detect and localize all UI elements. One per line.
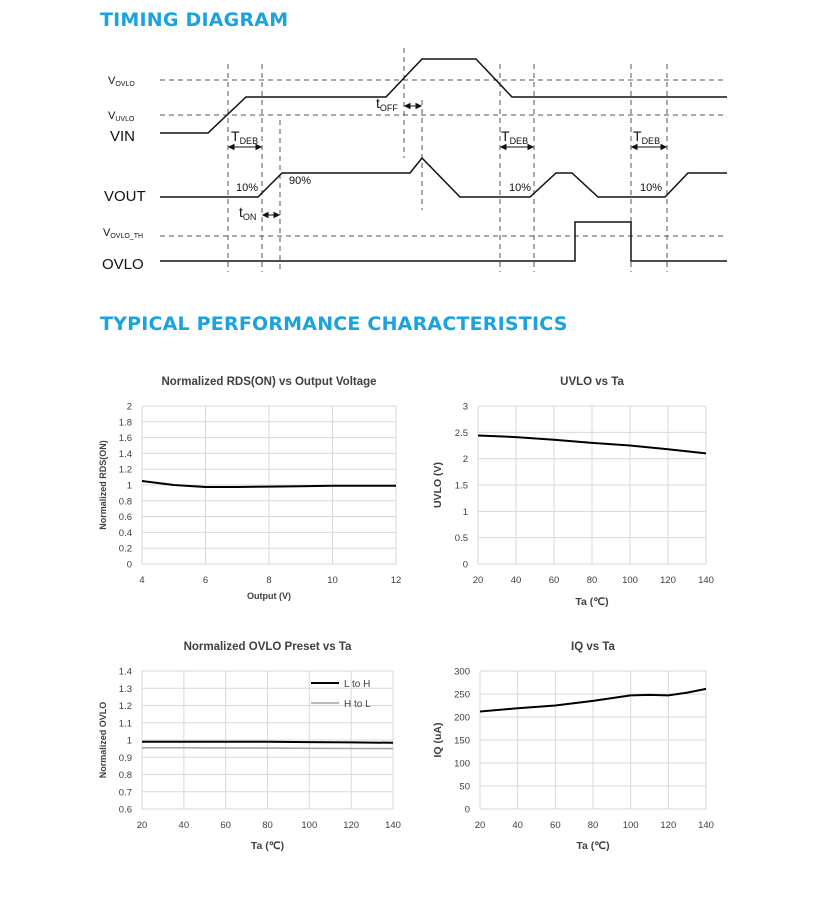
label-ton: $t_{ON}$ [239,204,257,222]
y-tick-label: 1.8 [118,417,132,429]
y-tick-label: 3 [462,401,468,413]
y-tick-label: 0.9 [118,752,132,764]
x-axis-label: Ta (℃) [576,840,610,852]
label-90pct: 90% [289,175,312,187]
y-tick-label: 0.4 [118,527,132,539]
x-tick-label: 80 [586,575,598,586]
label-vout: VOUT [104,188,146,205]
x-tick-label: 140 [698,575,714,586]
x-tick-label: 140 [698,820,714,831]
y-tick-label: 0.2 [118,543,132,555]
legend-label: H to L [344,699,371,710]
label-v-uvlo: VUVLO [108,110,135,123]
y-tick-label: 0.8 [118,770,132,781]
x-tick-label: 20 [474,820,486,831]
x-tick-label: 6 [202,575,209,586]
y-tick-label: 0.8 [118,496,132,508]
y-tick-label: 1 [126,735,132,747]
label-tdeb-2: $T_{DEB}$ [501,128,529,146]
label-10pct-1: 10% [236,182,259,194]
x-tick-label: 12 [390,575,402,586]
x-axis-label: Ta (℃) [250,840,285,852]
label-ovlo: OVLO [102,256,144,273]
chart-rdson [90,365,420,615]
x-tick-label: 10 [327,575,338,586]
y-tick-label: 0 [462,559,468,571]
label-vin: VIN [110,128,136,145]
label-tdeb-1: $T_{DEB}$ [231,128,259,146]
label-toff: $t_{OFF}$ [376,95,398,113]
y-tick-label: 1.2 [118,464,132,476]
chart-uvlo [425,365,735,615]
x-tick-label: 60 [550,820,561,831]
x-tick-label: 100 [301,820,318,831]
y-tick-label: 1.4 [118,448,132,460]
label-10pct-3: 10% [640,182,663,194]
y-tick-label: 2.5 [454,427,468,439]
y-tick-label: 1.2 [118,701,132,712]
performance-title: TYPICAL PERFORMANCE CHARACTERISTICS [100,313,568,335]
x-tick-label: 40 [178,820,190,831]
chart-title: UVLO vs Ta [560,376,624,388]
y-tick-label: 1 [462,506,468,518]
ovlo-waveform [160,222,727,261]
y-tick-label: 1.6 [118,433,132,445]
y-tick-label: 50 [459,781,470,793]
label-v-ovlo-th: VOVLO_TH [103,227,144,240]
x-tick-label: 20 [472,575,484,586]
y-tick-label: 1.3 [118,683,132,695]
label-tdeb-3: $T_{DEB}$ [633,128,661,146]
label-v-ovlo: VOVLO [108,75,135,88]
x-tick-label: 80 [262,820,273,831]
chart-title: IQ vs Ta [571,641,615,653]
x-axis-label: Output (V) [247,591,291,601]
x-tick-label: 60 [220,820,231,831]
chart-title: Normalized OVLO Preset vs Ta [183,641,352,653]
y-axis-label: Normalized RDS(ON) [98,440,108,530]
y-tick-label: 1.1 [118,718,132,730]
x-tick-label: 20 [136,820,148,831]
x-tick-label: 120 [660,820,677,831]
y-tick-label: 0.6 [118,512,132,524]
x-tick-label: 60 [548,575,560,586]
y-axis-label: IQ (uA) [432,722,444,758]
y-axis-label: Normalized OVLO [98,701,108,779]
x-tick-label: 8 [266,575,272,586]
y-tick-label: 1.5 [454,480,468,492]
series-line-1 [142,742,393,743]
x-axis-label: Ta (℃) [575,596,609,608]
y-tick-label: 100 [454,758,470,770]
y-tick-label: 0.7 [118,787,132,799]
x-tick-label: 40 [510,575,522,586]
x-tick-label: 80 [587,820,599,831]
y-tick-label: 150 [454,735,470,747]
label-10pct-2: 10% [509,182,532,194]
chart-iq [425,630,735,855]
y-tick-label: 2 [126,401,132,413]
y-tick-label: 2 [462,454,468,466]
y-axis-label: UVLO (V) [432,461,444,509]
x-tick-label: 40 [512,820,523,831]
y-tick-label: 0.6 [118,804,132,816]
chart-title: Normalized RDS(ON) vs Output Voltage [161,376,377,388]
x-tick-label: 140 [385,820,401,831]
series-line-2 [142,748,393,749]
timing-diagram [0,40,827,275]
y-tick-label: 1 [126,480,132,492]
y-tick-label: 0 [126,559,132,571]
chart-ovlo-preset [90,630,420,855]
y-tick-label: 200 [454,712,470,724]
timing-diagram-title: TIMING DIAGRAM [100,9,289,31]
x-tick-label: 100 [622,575,638,586]
x-tick-label: 120 [343,820,360,831]
timing-guides [160,48,727,272]
y-tick-label: 0.5 [454,533,468,545]
x-tick-label: 4 [139,575,145,586]
x-tick-label: 120 [660,575,676,586]
legend-label: L to H [344,679,371,690]
x-tick-label: 100 [622,820,639,831]
y-tick-label: 1.4 [118,666,132,678]
y-tick-label: 250 [454,689,470,701]
y-tick-label: 0 [464,804,470,816]
y-tick-label: 300 [454,666,470,678]
vin-waveform [160,59,727,133]
